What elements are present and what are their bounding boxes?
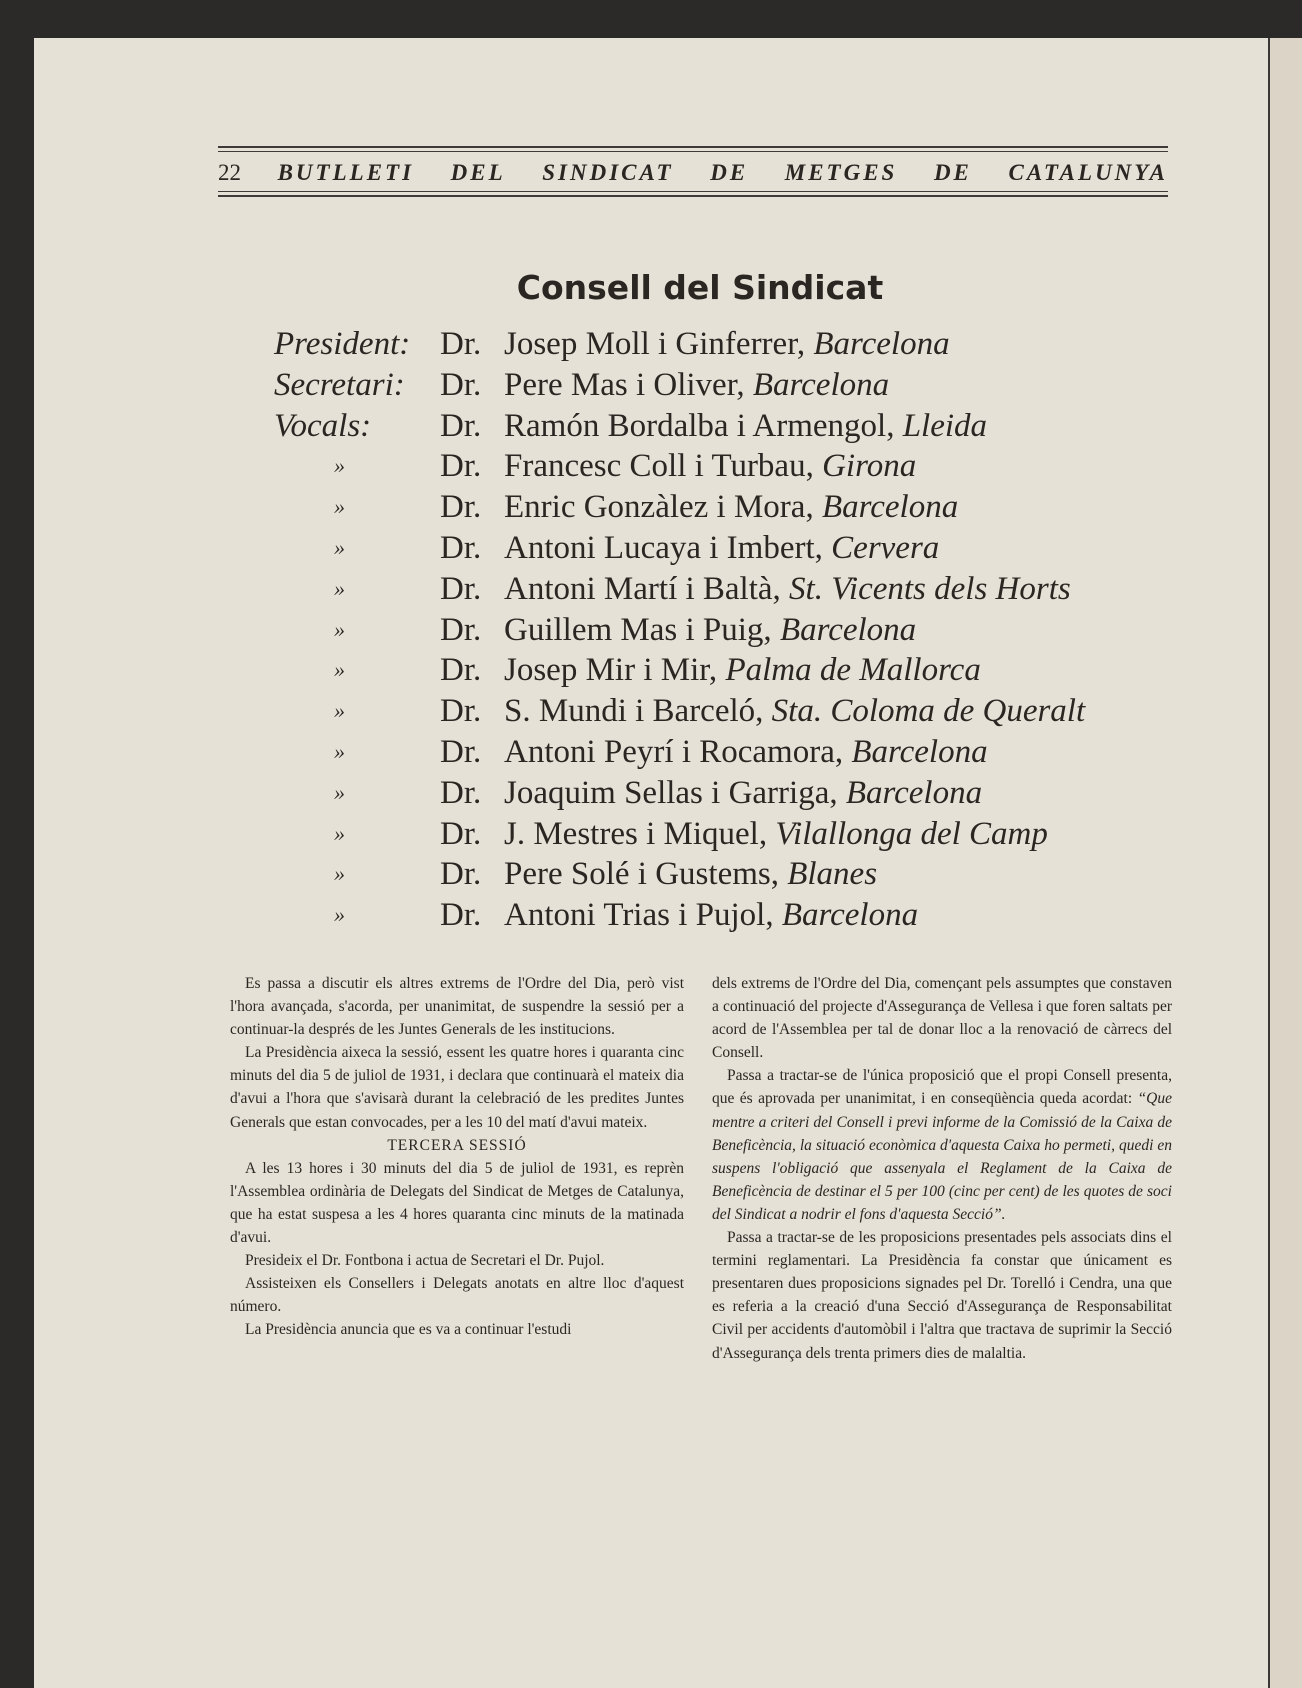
header-rule-top-thin [218, 151, 1168, 152]
member-role: » [334, 453, 345, 479]
member-name: Pere Solé i Gustems, [504, 856, 779, 893]
member-role: » [334, 861, 345, 887]
member-city: Blanes [787, 856, 878, 893]
header-word: DE [710, 160, 749, 185]
member-name: Josep Moll i Ginferrer, [504, 326, 806, 362]
paragraph: Es passa a discutir els altres extrems de l'Ordre del Dia, però vist l'hora avançada, s'acorda, per unanimitat, de suspendre la sessió per a continuar-la després de les Juntes Generals de les institucions. [230, 975, 684, 1039]
member-entry [504, 814, 1048, 854]
member-title: Dr. [440, 326, 482, 362]
member-role: » [334, 616, 345, 642]
member-title: Dr. [440, 774, 482, 811]
member-name: Antoni Martí i Baltà, [504, 570, 781, 607]
member-role: » [334, 494, 345, 520]
section-heading: TERCERA SESSIÓ [387, 1136, 527, 1154]
member-name: Antoni Lucaya i Imbert, [504, 529, 823, 566]
council-member-row [240, 365, 1200, 406]
header-rule-top [218, 146, 1168, 148]
paragraph-text: Passa a tractar-se de l'única proposició que el propi Consell presenta, que és aprovada per unanimitat, i en conseqüència queda acordat: [712, 1067, 1172, 1108]
running-header [218, 160, 1168, 186]
council-title: Consell del Sindicat [516, 268, 884, 307]
paragraph: Presideix el Dr. Fontbona i actua de Secretari el Dr. Pujol. [245, 1252, 605, 1270]
member-title: Dr. [440, 652, 482, 689]
member-city: Barcelona [813, 326, 950, 362]
member-city: Barcelona [781, 897, 919, 934]
council-member-row [240, 895, 1200, 936]
council-member-row [240, 324, 1200, 365]
member-role: » [334, 698, 345, 724]
council-member-row [240, 569, 1200, 610]
member-city: Barcelona [821, 489, 959, 526]
member-name: Joaquim Sellas i Garriga, [504, 774, 838, 811]
member-title: Dr. [440, 529, 482, 566]
paragraph: dels extrems de l'Ordre del Dia, començant pels assumptes que constaven a continuació del projecte d'Assegurança de Vellesa i que foren saltats per acord de l'Assemblea per tal de donar lloc a la renovació de càrrecs del Consell. [712, 975, 1172, 1062]
header-word: DEL [450, 160, 506, 185]
paragraph [712, 1064, 1172, 1226]
member-entry [504, 324, 950, 364]
paragraph: Assisteixen els Consellers i Delegats anotats en altre lloc d'aquest número. [230, 1275, 684, 1316]
member-role: President: [274, 326, 411, 362]
member-entry [504, 773, 982, 813]
member-city: Barcelona [845, 774, 983, 811]
member-city: Palma de Mallorca [725, 652, 981, 689]
member-city: Barcelona [752, 366, 890, 403]
header-rule-bottom [218, 195, 1168, 197]
member-title: Dr. [440, 733, 482, 770]
council-member-row [240, 732, 1200, 773]
member-name: Ramón Bordalba i Armengol, [504, 407, 895, 444]
member-title: Dr. [440, 897, 482, 934]
member-role: » [334, 738, 345, 764]
member-name: Guillem Mas i Puig, [504, 611, 772, 648]
header-word: BUTLLETI [277, 160, 415, 185]
facing-page-edge [1268, 38, 1302, 1688]
member-entry [504, 446, 916, 486]
member-entry [504, 487, 958, 527]
council-member-row [240, 610, 1200, 651]
member-role: » [334, 657, 345, 683]
paragraph: Passa a tractar-se de les proposicions presentades pels associats dins el termini reglamentari. La Presidència fa constar que únicament es presentaren dues proposicions signades pel Dr. Torelló i Cendra, una que es referia a la creació d'una Secció d'Assegurança de Responsabilitat Civil per accidents d'automòbil i l'altra que tractava de suprimir la Secció d'Assegurança dels trenta primers dies de malaltia. [712, 1229, 1172, 1362]
member-role: Vocals: [274, 407, 372, 444]
header-rule-bottom-thin [218, 191, 1168, 192]
council-member-row [240, 487, 1200, 528]
member-name: J. Mestres i Miquel, [504, 815, 768, 852]
member-role: » [334, 820, 345, 846]
member-entry [504, 365, 889, 405]
header-word: DE [933, 160, 972, 185]
member-entry [504, 895, 918, 935]
member-entry [504, 691, 1085, 731]
left-column [230, 972, 684, 1342]
member-name: S. Mundi i Barceló, [504, 693, 764, 730]
council-member-row [240, 773, 1200, 814]
member-entry [504, 528, 939, 568]
member-entry [504, 854, 877, 894]
member-city: Girona [822, 448, 917, 485]
member-entry [504, 610, 916, 650]
member-city: Sta. Coloma de Queralt [771, 693, 1086, 730]
member-city: Barcelona [851, 733, 988, 770]
council-member-row [240, 814, 1200, 855]
right-column [712, 972, 1172, 1365]
council-member-row [240, 528, 1200, 569]
member-name: Enric Gonzàlez i Mora, [504, 489, 814, 526]
resolution-quote: “Que mentre a criteri del Consell i previ informe de la Comissió de la Caixa de Beneficència, la situació econòmica d'aquesta Caixa ho permeti, quedi en suspens l'obligació que assenyala el Reglament de la Caixa de Beneficència de destinar el 5 per 100 (cinc per cent) de les quotes de soci del Sindicat a nodrir el fons d'aquesta Secció”. [712, 1090, 1172, 1223]
member-role: » [334, 779, 345, 805]
member-role: » [334, 902, 345, 928]
member-role: » [334, 534, 345, 560]
header-word: CATALUNYA [1008, 160, 1168, 185]
paragraph: A les 13 hores i 30 minuts del dia 5 de juliol de 1931, es reprèn l'Assemblea ordinària de Delegats del Sindicat de Metges de Catalunya, que ha estat suspesa a les 4 hores quaranta cinc minuts de la matinada d'avui. [230, 1159, 684, 1247]
council-member-row [240, 406, 1200, 447]
council-member-row [240, 691, 1200, 732]
member-entry [504, 406, 987, 446]
header-word: METGES [784, 160, 898, 185]
paragraph: La Presidència anuncia que es va a continuar l'estudi [245, 1321, 572, 1339]
member-entry [504, 732, 988, 772]
council-member-row [240, 650, 1200, 691]
member-role: Secretari: [274, 366, 405, 403]
member-title: Dr. [440, 489, 482, 526]
member-title: Dr. [440, 856, 482, 893]
council-member-row [240, 854, 1200, 895]
member-name: Pere Mas i Oliver, [504, 366, 745, 403]
member-name: Antoni Peyrí i Rocamora, [504, 733, 844, 770]
member-city: St. Vicents dels Horts [789, 570, 1071, 607]
paragraph: La Presidència aixeca la sessió, essent les quatre hores i quaranta cinc minuts del dia 5 de juliol de 1931, i declara que continuarà el mateix dia d'avui a l'hora que s'avisarà durant la celebració de les predites Juntes Generals que estan convocades, per a les 10 del matí d'avui mateix. [230, 1044, 684, 1131]
member-entry [504, 650, 981, 690]
member-role: » [334, 575, 345, 601]
member-title: Dr. [440, 448, 482, 485]
member-title: Dr. [440, 815, 482, 852]
member-entry [504, 569, 1071, 609]
member-title: Dr. [440, 611, 482, 648]
member-title: Dr. [440, 693, 482, 730]
member-name: Antoni Trias i Pujol, [504, 897, 774, 934]
member-city: Cervera [831, 529, 940, 566]
page-number: 22 [218, 160, 241, 185]
member-title: Dr. [440, 570, 482, 607]
council-list [240, 324, 1200, 936]
header-word: SINDICAT [542, 160, 674, 185]
member-title: Dr. [440, 407, 482, 444]
member-title: Dr. [440, 366, 482, 403]
member-city: Vilallonga del Camp [775, 815, 1048, 852]
member-name: Francesc Coll i Turbau, [504, 448, 814, 485]
member-city: Lleida [902, 407, 988, 444]
council-member-row [240, 446, 1200, 487]
member-name: Josep Mir i Mir, [504, 652, 718, 689]
member-city: Barcelona [779, 611, 917, 648]
